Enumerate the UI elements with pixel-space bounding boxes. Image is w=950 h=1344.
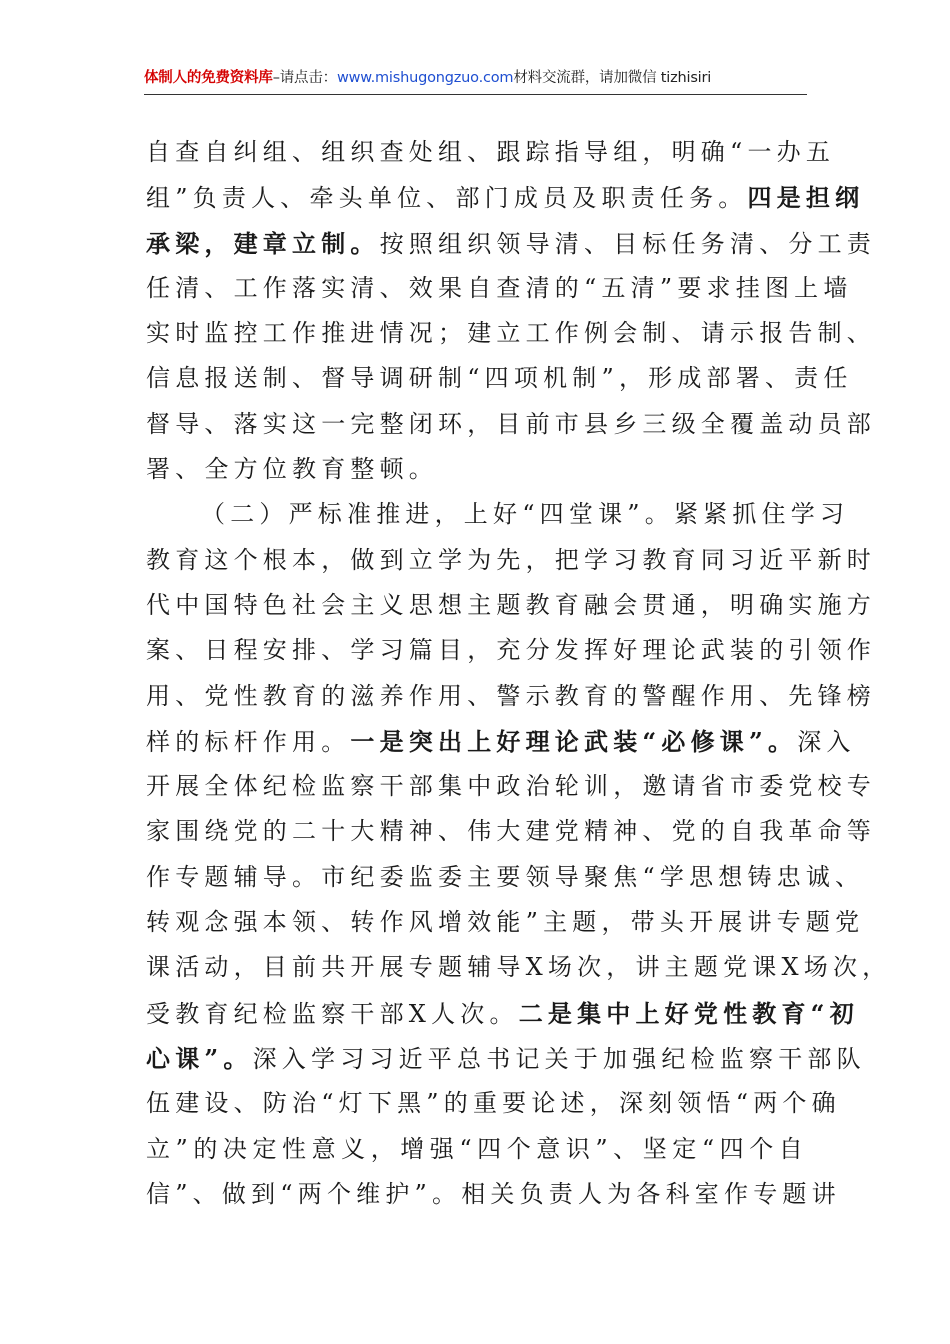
text-line bbox=[146, 175, 865, 220]
text-line bbox=[146, 447, 808, 492]
bold-text-run: 心课”。 bbox=[146, 1043, 253, 1073]
text-run: 自查自纠组、组织查处组、跟踪指导组，明确“一办五 bbox=[146, 138, 836, 166]
text-run: 任清、工作落实清、效果自查清的“五清”要求挂图上墙 bbox=[146, 273, 853, 302]
text-run: 信”、做到“两个维护”。相关负责人为各科室作专题讲 bbox=[146, 1179, 841, 1208]
text-line bbox=[146, 1081, 841, 1126]
text-run: 实时监控工作推进情况；建立工作例会制、请示报告制、 bbox=[146, 319, 876, 348]
text-line bbox=[146, 1172, 841, 1217]
text-line bbox=[146, 492, 850, 537]
text-run: 课活动，目前共开展专题辅导X场次，讲主题党课X场次， bbox=[146, 953, 892, 982]
text-line bbox=[146, 991, 859, 1036]
text-run: 代中国特色社会主义思想主题教育融会贯通，明确实施方 bbox=[146, 590, 876, 619]
text-line bbox=[146, 221, 877, 266]
text-line bbox=[146, 266, 853, 311]
bold-text-run: 承梁，建章立制。 bbox=[146, 228, 380, 258]
text-run: 紧紧抓住学习 bbox=[673, 500, 850, 529]
text-line bbox=[146, 538, 876, 583]
text-line bbox=[146, 402, 876, 447]
text-line bbox=[146, 855, 865, 900]
text-line bbox=[146, 1036, 866, 1081]
bold-text-run: 四是担纲 bbox=[747, 183, 865, 213]
text-run: 样的标杆作用。 bbox=[146, 727, 351, 756]
text-line bbox=[146, 628, 876, 673]
document-body bbox=[146, 130, 892, 1217]
bold-text-run: 二是集中上好党性教育“初 bbox=[518, 998, 859, 1028]
text-run: 立”的决定性意义，增强“四个意识”、坚定“四个自 bbox=[146, 1134, 808, 1163]
text-run: 开展全体纪检监察干部集中政治轮训，邀请省市委党校专 bbox=[146, 772, 876, 801]
text-run: 信息报送制、督导调研制“四项机制”，形成部署、责任 bbox=[146, 364, 853, 393]
text-line bbox=[146, 1127, 808, 1172]
header-group-text: 材料交流群，请加微信 tizhisiri bbox=[513, 70, 712, 86]
text-line bbox=[146, 719, 856, 764]
text-run: 组”负责人、牵头单位、部门成员及职责任务。 bbox=[146, 184, 748, 213]
text-run: 用、党性教育的滋养作用、警示教育的警醒作用、先锋榜 bbox=[146, 681, 876, 710]
text-line bbox=[146, 809, 876, 854]
text-run: 作专题辅导。市纪委监委主要领导聚焦“学思想铸忠诚、 bbox=[146, 862, 865, 891]
header-url-link[interactable]: www.mishugongzuo.com bbox=[336, 70, 514, 86]
text-run: 深入学习习近平总书记关于加强纪检监察干部队 bbox=[252, 1044, 866, 1073]
text-run: 受教育纪检监察干部X人次。 bbox=[146, 999, 519, 1028]
bold-text-run: 一是突出上好理论武装“必修课”。 bbox=[350, 726, 798, 756]
header-site-name: 体制人的免费资料库 bbox=[144, 70, 273, 86]
text-line bbox=[146, 945, 892, 990]
text-run: 教育这个根本，做到立学为先，把学习教育同习近平新时 bbox=[146, 545, 876, 574]
text-run: 家围绕党的二十大精神、伟大建党精神、党的自我革命等 bbox=[146, 817, 876, 846]
text-run: 伍建设、防治“灯下黑”的重要论述，深刻领悟“两个确 bbox=[146, 1089, 841, 1118]
text-line bbox=[146, 764, 876, 809]
text-run: 深入 bbox=[797, 727, 856, 756]
text-run: （二）严标准推进，上好“四堂课”。 bbox=[201, 500, 674, 529]
text-run: 按照组织领导清、目标任务清、分工责 bbox=[379, 229, 877, 258]
text-run: 署、全方位教育整顿。 bbox=[146, 455, 438, 484]
text-line bbox=[146, 130, 836, 175]
text-line bbox=[146, 583, 876, 628]
text-line bbox=[146, 674, 876, 719]
text-line bbox=[146, 311, 876, 356]
header-click-prompt: –请点击： bbox=[272, 70, 337, 86]
text-run: 案、日程安排、学习篇目，充分发挥好理论武装的引领作 bbox=[146, 636, 876, 665]
text-line bbox=[146, 900, 865, 945]
text-line bbox=[146, 356, 853, 401]
text-run: 督导、落实这一完整闭环，目前市县乡三级全覆盖动员部 bbox=[146, 409, 876, 438]
page-header bbox=[144, 62, 807, 95]
text-run: 转观念强本领、转作风增效能”主题，带头开展讲专题党 bbox=[146, 908, 865, 937]
